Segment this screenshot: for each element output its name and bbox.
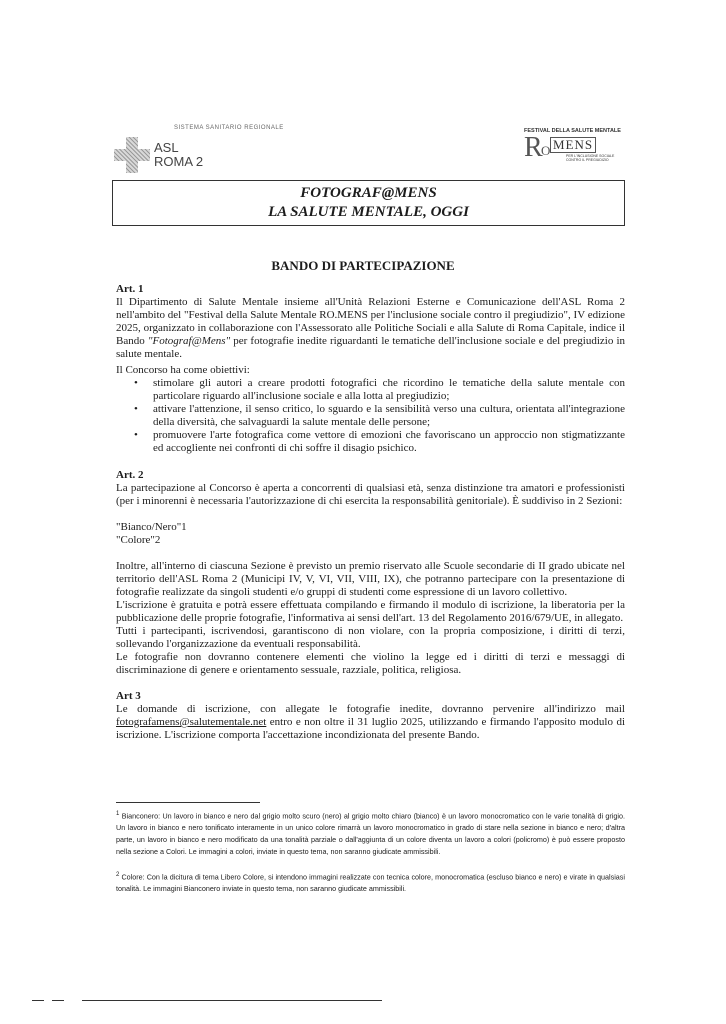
romens-festival-logo	[524, 128, 624, 163]
asl-line1: ASL	[154, 140, 179, 155]
title-line2: LA SALUTE MENTALE, OGGI	[268, 204, 469, 220]
art1-heading: Art. 1	[116, 283, 144, 295]
art1-bando-name: "Fotograf@Mens"	[147, 335, 231, 347]
title-line1: FOTOGRAF@MENS	[300, 185, 437, 201]
scan-mark	[52, 1000, 64, 1001]
asl-line2: ROMA 2	[154, 154, 204, 169]
section-colore: "Colore"2	[116, 534, 161, 546]
art3-text: Le domande di iscrizione, con allegate le fotografie inedite, dovranno pervenire all'indirizzo mail	[116, 703, 625, 715]
art2-paragraph2: Inoltre, all'interno di ciascuna Sezione è previsto un premio riservato alle Scuole secondarie di II grado ubicate nel territorio dell'ASL Roma 2 (Municipi IV, V, VI, VII, VIII, IX), che potranno partecipare con la presentazione di fotografie realizzate da singoli studenti e/o gruppi di studenti come espressione di un lavoro collettivo.	[116, 560, 625, 598]
festival-label: FESTIVAL DELLA SALUTE MENTALE	[524, 128, 621, 134]
asl-name	[154, 141, 203, 169]
footnote-1	[116, 808, 625, 858]
cross-icon	[114, 137, 150, 173]
footnote-2-number: 2	[116, 872, 120, 878]
email-link[interactable]: fotografamens@salutementale.net	[116, 716, 267, 728]
title-box	[112, 180, 625, 226]
scan-mark	[82, 1000, 382, 1001]
art2-heading: Art. 2	[116, 469, 144, 481]
list-item: • promuovere l'arte fotografica come vettore di emozioni che favoriscano un approccio non stigmatizzante ed accogliente nei confronti di chi soffre il disagio psichico.	[134, 429, 625, 455]
art2-paragraph3: L'iscrizione è gratuita e potrà essere effettuata compilando e firmando il modulo di iscrizione, la liberatoria per la pubblicazione delle proprie fotografie, l'informativa ai sensi dell'art. 13 del Regolamento 2016/679/UE, in allegato.	[116, 599, 625, 624]
logo-mens: MENS	[550, 137, 596, 153]
bando-heading: BANDO DI PARTECIPAZIONE	[271, 258, 455, 273]
footnote-1-number: 1	[116, 811, 120, 817]
art1-text-end: per fotografie inedite riguardanti le tematiche dell'inclusione sociale e del pregiudizio in salute mentale.	[116, 335, 626, 360]
objectives-list	[134, 377, 625, 455]
art2-paragraph4: Tutti i partecipanti, iscrivendosi, garantiscono di non violare, con la propria composizione, i diritti di terzi, sollevando l'organizzazione da eventuali responsabilità.	[116, 625, 625, 650]
art3-paragraph	[116, 703, 625, 742]
objectives-intro: Il Concorso ha come obiettivi:	[116, 364, 250, 376]
footnote-divider	[116, 802, 260, 803]
romens-mark	[524, 132, 624, 163]
art1-paragraph	[116, 296, 625, 361]
art2-paragraph1: La partecipazione al Concorso è aperta a concorrenti di qualsiasi età, senza distinzione tra amatori e professionisti (per i minorenni è necessaria l'autorizzazione di chi esercita la responsabilità genitoriale). È suddiviso in 2 Sezioni:	[116, 482, 625, 507]
footnote-1-text: Bianconero: Un lavoro in bianco e nero dal grigio molto scuro (nero) al grigio molto chiaro (bianco) è un lavoro monocromatico con le varie tonalità di grigio. Un lavoro in bianco e nero tonificato interamente in un unico colore rimarrà un lavoro monocromatico in grado di stare nella sezione in bianco e nero; d'altra parte, un lavoro in bianco e nero modificato da una tonalità parziale o dall'aggiunta di un colore diventa un lavoro a colori (policromo) è può essere proposto nella sezione a Colori. Le immagini a colori, inviate in questo tema, non saranno giudicate ammissibili.	[116, 811, 626, 857]
list-item: • stimolare gli autori a creare prodotti fotografici che ricordino le tematiche della salute mentale con particolare riguardo all'inclusione sociale e alla lotta al pregiudizio;	[134, 377, 625, 403]
logo-subtitle: PER L'INCLUSIONE SOCIALE CONTRO IL PREGIUDIZIO	[566, 154, 615, 162]
section-bianco-nero: "Bianco/Nero"1	[116, 521, 187, 533]
art2-paragraph5: Le fotografie non dovranno contenere elementi che violino la legge ed i diritti di terzi e messaggi di discriminazione di genere e orientamento sessuale, razziale, politica, religiosa.	[116, 651, 625, 676]
footnote-2-text: Colore: Con la dicitura di tema Libero Colore, si intendono immagini realizzate con tecnica colore, monocromatica (escluso bianco e nero) e virate in qualsiasi tonalità. Le immagini Bianconero inviate in questo tema, non saranno giudicate ammissibili.	[116, 872, 625, 894]
asl-top-label: SISTEMA SANITARIO REGIONALE	[174, 125, 284, 131]
list-item: • attivare l'attenzione, il senso critico, lo sguardo e la sensibilità verso una cultura, orientata all'integrazione della diversità, che salvaguardi la salute mentale delle persone;	[134, 403, 625, 429]
footnote-2	[116, 869, 625, 895]
art1-text: Il Dipartimento di Salute Mentale insieme all'Unità Relazioni Esterne e Comunicazione dell'ASL Roma 2 nell'ambito del "Festival della Salute Mentale RO.MENS per l'inclusione sociale contro il pregiudizio", IV edizione 2025, organizzato in collaborazione con l'Assessorato alle Politiche Sociali e alla Salute di Roma Capitale, indice il Bando	[116, 296, 625, 347]
logo-r: R	[524, 132, 543, 163]
art3-text-end: entro e non oltre il 31 luglio 2025, utilizzando e firmando l'apposito modulo di iscrizione. L'iscrizione comporta l'accettazione incondizionata del presente Bando.	[116, 716, 625, 741]
logo-o: O	[541, 143, 551, 158]
scan-mark	[32, 1000, 44, 1001]
art3-heading: Art 3	[116, 690, 141, 702]
